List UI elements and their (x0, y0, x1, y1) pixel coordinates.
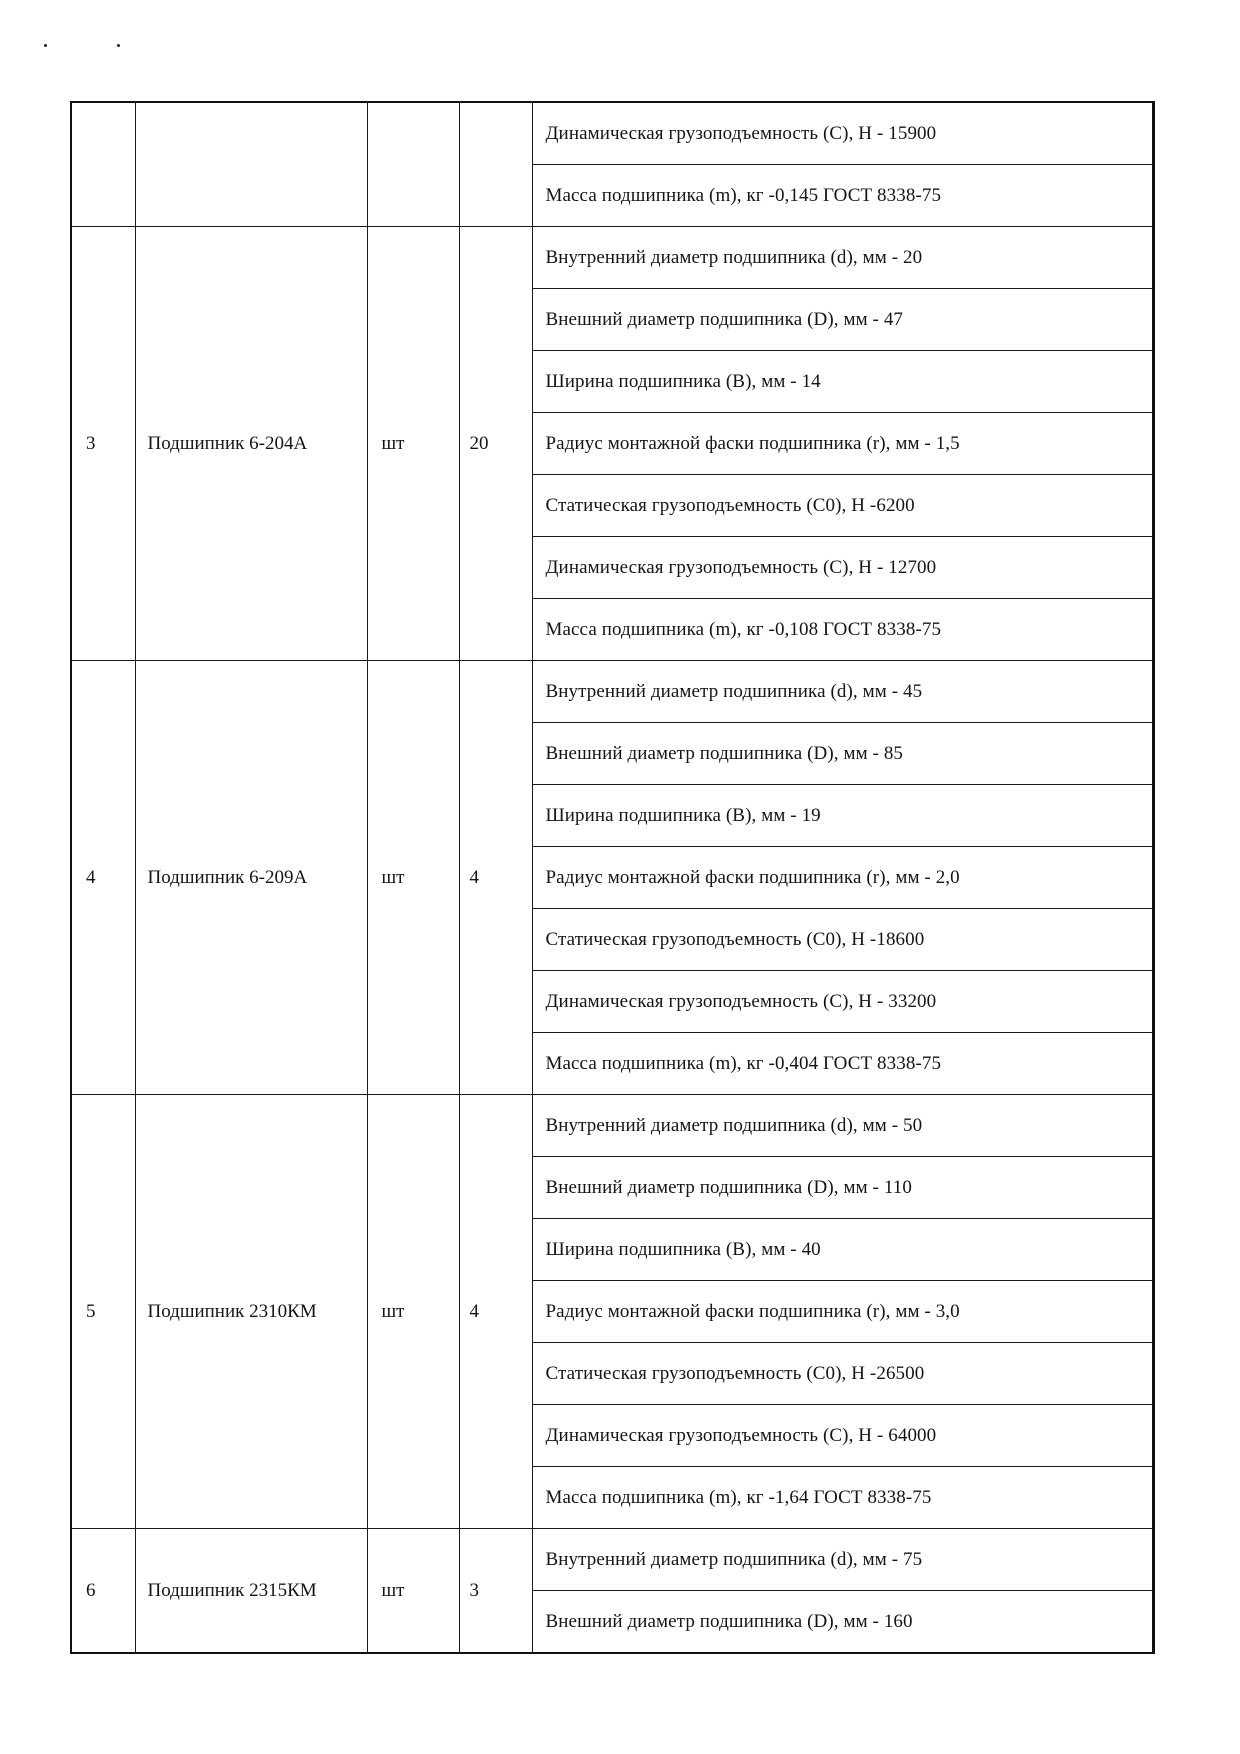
item-quantity: 20 (459, 227, 532, 661)
table-row (71, 1529, 1153, 1591)
item-parameter: Ширина подшипника (В), мм - 19 (532, 785, 1153, 847)
item-qty-cell (459, 102, 532, 227)
item-unit-cell (367, 102, 459, 227)
table-row (71, 661, 1153, 723)
scan-speck (44, 44, 47, 47)
item-number: 5 (71, 1095, 135, 1529)
item-parameter: Статическая грузоподъемность (С0), Н -6200 (532, 475, 1153, 537)
item-name: Подшипник 2310КМ (135, 1095, 367, 1529)
item-unit: шт (367, 661, 459, 1095)
item-parameter: Динамическая грузоподъемность (С), Н - 64000 (532, 1405, 1153, 1467)
item-unit: шт (367, 1095, 459, 1529)
item-parameter: Внешний диаметр подшипника (D), мм - 160 (532, 1591, 1153, 1654)
item-parameter: Статическая грузоподъемность (С0), Н -18600 (532, 909, 1153, 971)
item-parameter: Радиус монтажной фаски подшипника (r), мм - 3,0 (532, 1281, 1153, 1343)
item-unit: шт (367, 1529, 459, 1654)
item-parameter: Внешний диаметр подшипника (D), мм - 85 (532, 723, 1153, 785)
item-parameter: Статическая грузоподъемность (С0), Н -26500 (532, 1343, 1153, 1405)
item-name: Подшипник 2315КМ (135, 1529, 367, 1654)
item-parameter: Масса подшипника (m), кг -1,64 ГОСТ 8338-75 (532, 1467, 1153, 1529)
item-number-cell (71, 102, 135, 227)
item-parameter: Внутренний диаметр подшипника (d), мм - 45 (532, 661, 1153, 723)
item-parameter: Ширина подшипника (В), мм - 40 (532, 1219, 1153, 1281)
table-row (71, 227, 1153, 289)
item-parameter: Внутренний диаметр подшипника (d), мм - 20 (532, 227, 1153, 289)
item-parameter: Внутренний диаметр подшипника (d), мм - 50 (532, 1095, 1153, 1157)
item-parameter: Динамическая грузоподъемность (С), Н - 15900 (532, 102, 1153, 165)
item-name: Подшипник 6-209А (135, 661, 367, 1095)
item-number: 6 (71, 1529, 135, 1654)
item-number: 4 (71, 661, 135, 1095)
item-unit: шт (367, 227, 459, 661)
item-number: 3 (71, 227, 135, 661)
item-quantity: 3 (459, 1529, 532, 1654)
specification-table-body (71, 102, 1153, 1653)
item-quantity: 4 (459, 661, 532, 1095)
item-parameter: Масса подшипника (m), кг -0,145 ГОСТ 8338-75 (532, 165, 1153, 227)
specification-table (70, 101, 1155, 1654)
table-row (71, 1095, 1153, 1157)
item-parameter: Динамическая грузоподъемность (С), Н - 12700 (532, 537, 1153, 599)
item-parameter: Радиус монтажной фаски подшипника (r), мм - 2,0 (532, 847, 1153, 909)
item-parameter: Радиус монтажной фаски подшипника (r), мм - 1,5 (532, 413, 1153, 475)
scan-speck (117, 44, 120, 47)
item-parameter: Масса подшипника (m), кг -0,404 ГОСТ 8338-75 (532, 1033, 1153, 1095)
item-parameter: Внешний диаметр подшипника (D), мм - 47 (532, 289, 1153, 351)
table-row (71, 102, 1153, 165)
item-quantity: 4 (459, 1095, 532, 1529)
item-parameter: Внешний диаметр подшипника (D), мм - 110 (532, 1157, 1153, 1219)
item-parameter: Внутренний диаметр подшипника (d), мм - 75 (532, 1529, 1153, 1591)
item-name-cell (135, 102, 367, 227)
item-parameter: Масса подшипника (m), кг -0,108 ГОСТ 8338-75 (532, 599, 1153, 661)
item-parameter: Динамическая грузоподъемность (С), Н - 33200 (532, 971, 1153, 1033)
item-parameter: Ширина подшипника (В), мм - 14 (532, 351, 1153, 413)
item-name: Подшипник 6-204А (135, 227, 367, 661)
